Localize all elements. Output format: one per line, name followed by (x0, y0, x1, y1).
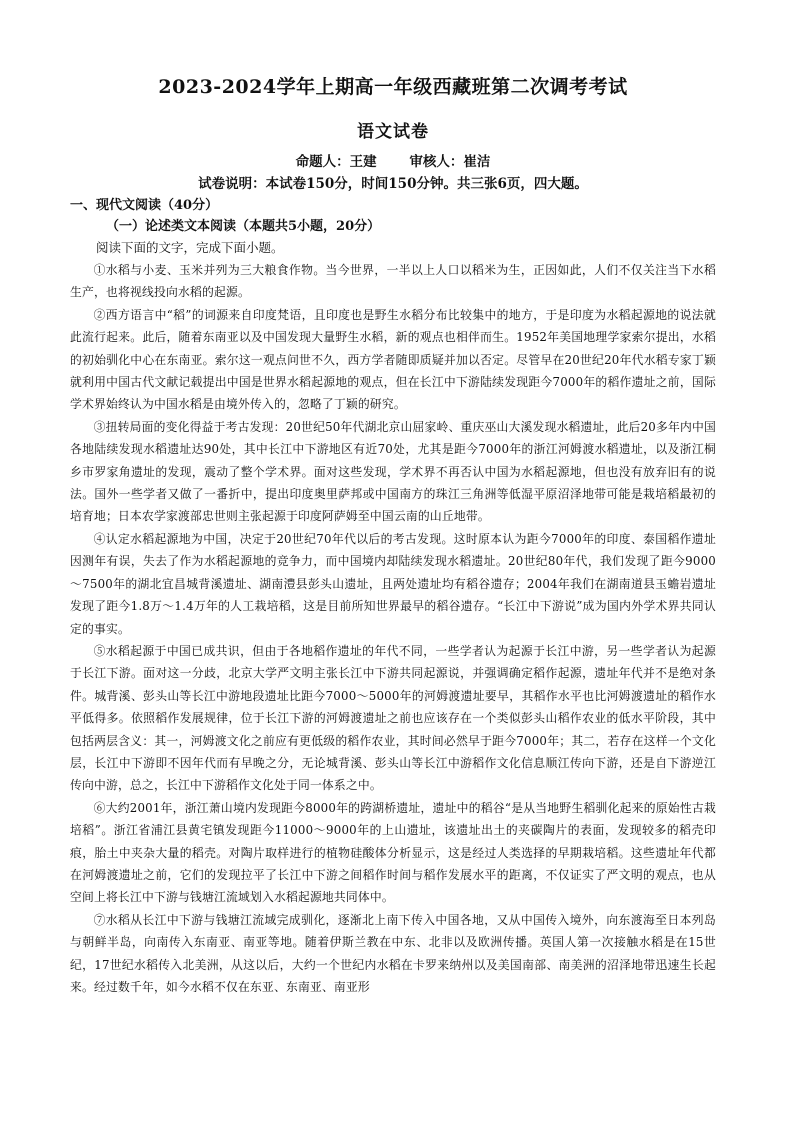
reviewer-line: 审核人：崔洁 (409, 154, 491, 170)
paragraph-5: ⑤水稻起源于中国已成共识，但由于各地稻作遗址的年代不同，一些学者认为起源于长江中游，另一些学者认为起源于长江下游。面对这一分歧，北京大学严文明主张长江中下游共同起源说，并强调确定稻作起源，遗址年代并不是绝对条件。城背溪、彭头山等长江中游地段遗址比距今7000～5000年的河姆渡遗址要早，其稻作水平也比河姆渡遗址的稻作水平低得多。依照稻作发展规律，位于长江下游的河姆渡遗址之前也应该存在一个类似彭头山稻作农业的低水平阶段，其中包括两层含义：其一，河姆渡文化之前应有更低级的稻作农业，其时间必然早于距今7000年；其二，若存在这样一个文化层，长江中下游即不因年代而有早晚之分，无论城背溪、彭头山等长江中游稻作文化信息顺江传向下游，还是自下游逆江传向中游，总之，长江中下游稻作文化处于同一体系之中。 (70, 643, 716, 793)
exam-staff (70, 150, 716, 170)
paragraph-4: ④认定水稻起源地为中国，决定于20世纪70年代以后的考古发现。这时原本认为距今7000年的印度、泰国稻作遗址因测年有误，失去了作为水稻起源地的竞争力，而中国境内却陆续发现水稻遗址。20世纪80年代，我们发现了距今9000～7500年的湖北宜昌城背溪遗址、湖南澧县彭头山遗址，且两处遗址均有稻谷遗存；2004年我们在湖南道县玉蟾岩遗址发现了距今1.8万～1.4万年的人工栽培稻，这是目前所知世界最早的稻谷遗存。“长江中下游说”成为国内外学术界共同认定的事实。 (70, 531, 716, 636)
exam-title: 2023-2024学年上期高一年级西藏班第二次调考考试 (158, 76, 628, 98)
reading-instruction: 阅读下面的文字，完成下面小题。 (96, 240, 284, 255)
exam-note: 试卷说明：本试卷150分，时间150分钟。共三张6页，四大题。 (198, 176, 588, 192)
author-line: 命题人：王建 (295, 154, 377, 170)
paragraph-3: ③扭转局面的变化得益于考古发现：20世纪50年代湖北京山屈家岭、重庆巫山大溪发现水稻遗址，此后20多年内中国各地陆续发现水稻遗址达90处，其中长江中下游地区有近70处，尤其是距今7000年的浙江河姆渡水稻遗址，以及浙江桐乡市罗家角遗址的发现，震动了整个学术界。面对这些发现，学术界不再否认中国为水稻起源地，但也没有放弃旧有的说法。国外一些学者又做了一番折中，提出印度奥里萨邦或中国南方的珠江三角洲等低湿平原沼泽地带可能是栽培稻最初的培育地；日本农学家渡部忠世则主张起源于印度阿萨姆至中国云南的山丘地带。 (70, 419, 716, 524)
paragraph-7: ⑦水稻从长江中下游与钱塘江流域完成驯化，逐渐北上南下传入中国各地，又从中国传入境外，向东渡海至日本列岛与朝鲜半岛，向南传入东南亚、南亚等地。随着伊斯兰教在中东、北非以及欧洲传播。英国人第一次接触水稻是在15世纪，17世纪水稻传入北美洲，从这以后，大约一个世纪内水稻在卡罗来纳州以及美国南部、南美洲的沼泽地带迅速生长起来。经过数千年，如今水稻不仅在东亚、东南亚、南亚形 (70, 912, 716, 994)
exam-subtitle: 语文试卷 (357, 122, 429, 142)
section-heading: 一、现代文阅读（40分） (70, 198, 219, 213)
paragraph-1: ①水稻与小麦、玉米并列为三大粮食作物。当今世界，一半以上人口以稻米为生，正因如此，人们不仅关注当下水稻生产，也将视线投向水稻的起源。 (70, 263, 716, 300)
paragraph-2: ②西方语言中“稻”的词源来自印度梵语，且印度也是野生水稻分布比较集中的地方，于是印度为水稻起源地的说法就此流行起来。此后，随着东南亚以及中国发现大量野生水稻，新的观点也相伴而生。1952年美国地理学家索尔提出，水稻的初始驯化中心在东南亚。索尔这一观点问世不久，西方学者随即质疑并加以否定。尽管早在20世纪20年代水稻专家丁颖就利用中国古代文献记载提出中国是世界水稻起源地的观点，但在长江中下游陆续发现距今7000年的稻作遗址之前，国际学术界始终认为中国水稻是由境外传入的，忽略了丁颖的研究。 (70, 307, 716, 412)
paragraph-6: ⑥大约2001年，浙江萧山境内发现距今8000年的跨湖桥遗址，遗址中的稻谷“是从当地野生稻驯化起来的原始性古栽培稻”。浙江省浦江县黄宅镇发现距今11000～9000年的上山遗址，该遗址出土的夹碳陶片的表面，发现较多的稻壳印痕，胎土中夹杂大量的稻壳。对陶片取样进行的植物硅酸体分析显示，这是经过人类选择的早期栽培稻。这些遗址年代都在河姆渡遗址之前，它们的发现拉平了长江中下游之间稻作时间与稻作发展水平的距离，不仅证实了严文明的观点，也从空间上将长江中下游与钱塘江流域划入水稻起源地共同体中。 (70, 800, 716, 905)
subsection-heading: （一）论述类文本阅读（本题共5小题，20分） (106, 219, 381, 234)
